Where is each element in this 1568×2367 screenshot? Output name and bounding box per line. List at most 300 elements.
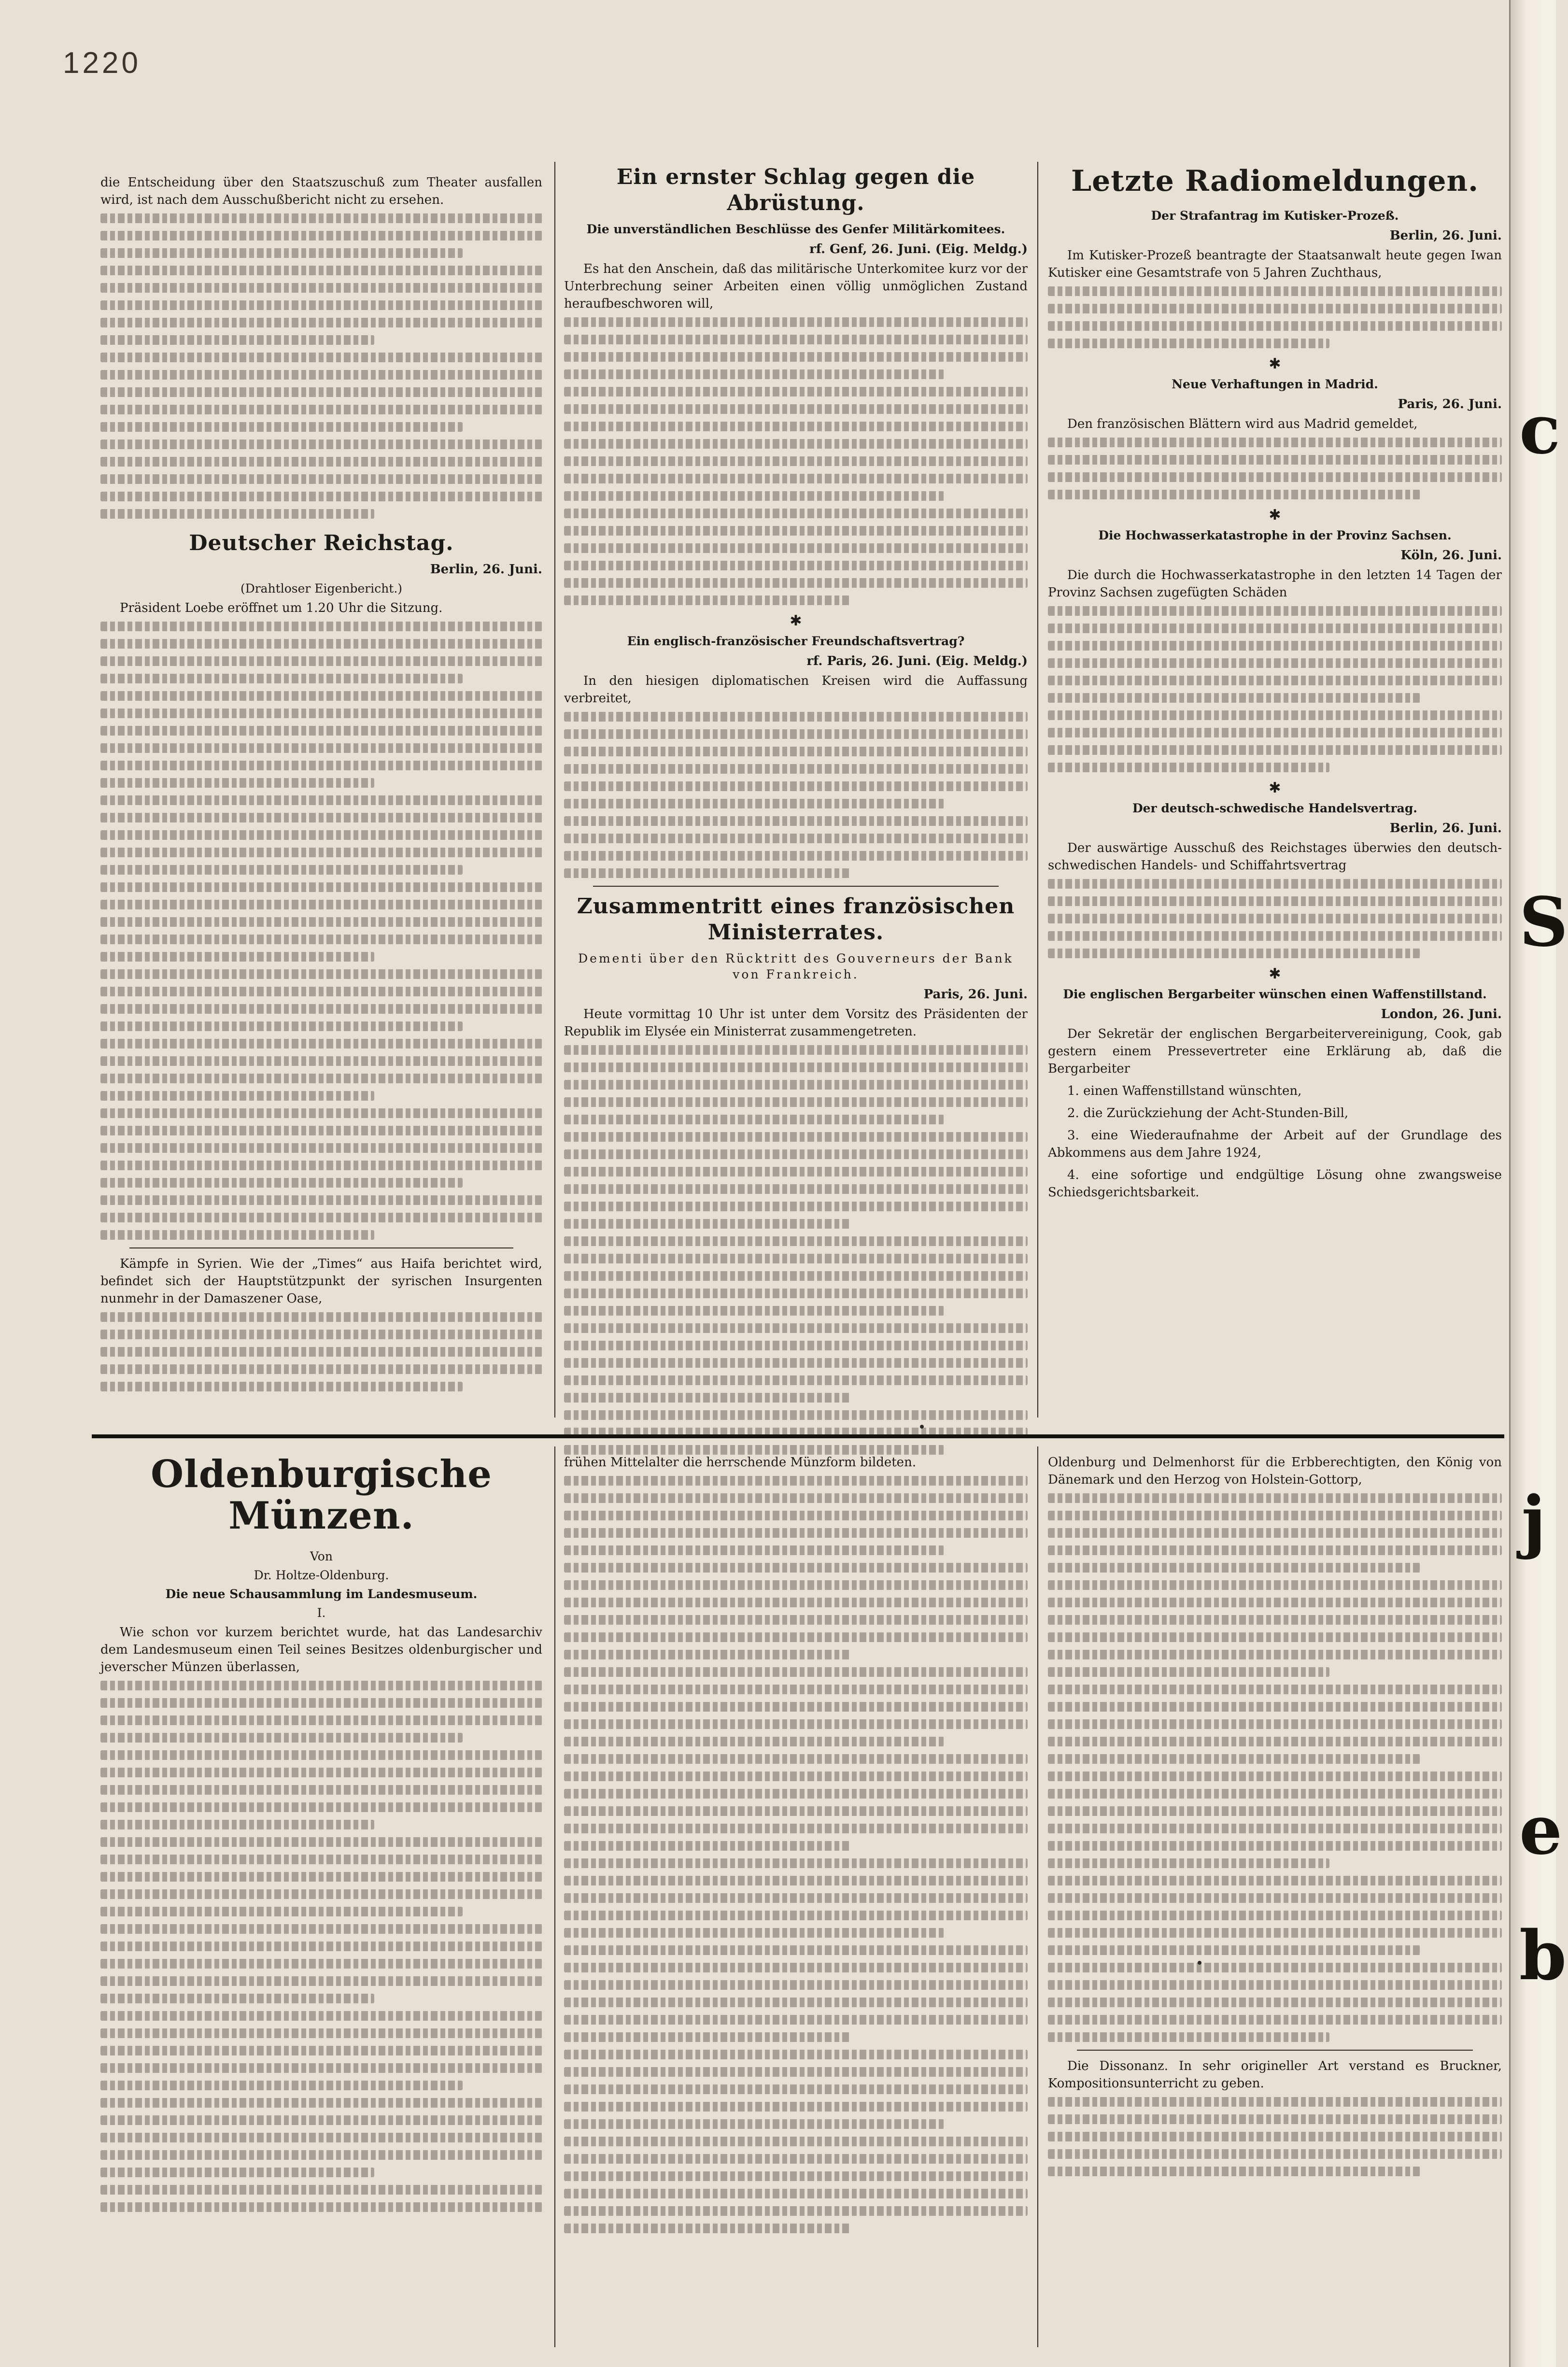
article-headline-ministerrat: Zusammentritt eines französischen Ministerrates. xyxy=(577,894,1015,945)
unreadable-text xyxy=(564,404,1028,414)
unreadable-text xyxy=(100,1750,542,1760)
unreadable-text xyxy=(564,1998,1028,2007)
feuilleton-rule xyxy=(92,1434,1504,1438)
unreadable-text xyxy=(100,318,542,327)
unreadable-text xyxy=(1048,1650,1502,1659)
unreadable-text xyxy=(100,1924,542,1934)
unreadable-text xyxy=(1048,1580,1502,1590)
unreadable-text xyxy=(564,1806,1028,1816)
dateline: Berlin, 26. Juni. xyxy=(1389,821,1502,836)
unreadable-text xyxy=(564,387,1028,397)
unreadable-text xyxy=(564,474,1028,483)
unreadable-text xyxy=(564,2189,1028,2198)
unreadable-text xyxy=(1048,2097,1502,2107)
unreadable-text xyxy=(100,439,542,449)
byline-author: Dr. Holtze-Oldenburg. xyxy=(254,1568,389,1582)
unreadable-text xyxy=(564,1184,1028,1194)
unreadable-text xyxy=(100,1994,374,2003)
unreadable-text xyxy=(1048,710,1502,720)
unreadable-text xyxy=(564,1911,1028,1920)
unreadable-text xyxy=(1048,472,1502,482)
unreadable-text xyxy=(564,2154,1028,2164)
unreadable-text xyxy=(100,1004,542,1014)
unreadable-text xyxy=(100,1872,542,1882)
unreadable-text xyxy=(564,1945,1028,1955)
unreadable-text xyxy=(1048,1685,1502,1694)
article-subheadline: Dementi über den Rücktritt des Gouverneurs der Bank von Frankreich. xyxy=(578,951,1014,981)
unreadable-text xyxy=(100,1039,542,1049)
article-lead-syria: Kämpfe in Syrien. Wie der „Times“ aus Haifa berichtet wird, befindet sich der Hauptstützpunkt der syrischen Insurgenten nunmehr in der Damaszener Oase, xyxy=(100,1257,542,1306)
list-item: 4. eine sofortige und endgültige Lösung ohne zwangsweise Schiedsgerichtsbarkeit. xyxy=(1048,1168,1502,1200)
unreadable-text xyxy=(100,1907,463,1916)
unreadable-text xyxy=(1048,339,1329,348)
unreadable-text xyxy=(564,1772,1028,1781)
unreadable-text xyxy=(100,882,542,892)
unreadable-text xyxy=(1048,2032,1329,2042)
unreadable-text xyxy=(564,317,1028,327)
scan-speck xyxy=(1198,1961,1201,1965)
unreadable-text xyxy=(1048,1789,1502,1799)
unreadable-text xyxy=(1048,641,1502,651)
unreadable-text xyxy=(564,1580,1028,1590)
unreadable-text xyxy=(100,813,542,822)
unreadable-text xyxy=(1048,658,1502,668)
unreadable-text xyxy=(564,1858,1028,1868)
list-item: 2. die Zurückziehung der Acht-Stunden-Bill, xyxy=(1067,1106,1349,1120)
feuilleton-column-1 xyxy=(100,1454,542,2352)
unreadable-text xyxy=(564,1476,1028,1486)
unreadable-text xyxy=(564,851,1028,861)
column-1-opening: die Entscheidung über den Staatszuschuß zum Theater ausfallen wird, ist nach dem Ausschußbericht nicht zu ersehen. xyxy=(100,175,542,207)
unreadable-text xyxy=(564,1393,851,1403)
unreadable-text xyxy=(1048,1772,1502,1781)
article-lead-ministerrat: Heute vormittag 10 Uhr ist unter dem Vorsitz des Präsidenten der Republik im Elysée ein Ministerrat zusammengetreten. xyxy=(564,1007,1028,1039)
unreadable-text xyxy=(564,1410,1028,1420)
unreadable-text xyxy=(564,1445,944,1455)
unreadable-text xyxy=(1048,676,1502,685)
feuilleton-column-2 xyxy=(564,1454,1028,2352)
dissonanz-lead: Die Dissonanz. In sehr origineller Art verstand es Bruckner, Kompositionsunterricht zu geben. xyxy=(1048,2059,1502,2091)
unreadable-text xyxy=(1048,1911,1502,1920)
unreadable-text xyxy=(100,387,542,397)
unreadable-text xyxy=(564,422,1028,431)
unreadable-text xyxy=(564,439,1028,449)
unreadable-text xyxy=(1048,1841,1502,1851)
scan-speck xyxy=(920,1425,924,1429)
unreadable-text xyxy=(100,656,542,666)
star-separator: ✱ xyxy=(1269,965,1281,982)
edge-letter: e xyxy=(1519,1791,1563,1870)
unreadable-text xyxy=(1048,1806,1502,1816)
unreadable-text xyxy=(100,422,463,432)
news-item-heading: Der Strafantrag im Kutisker-Prozeß. xyxy=(1151,209,1399,223)
unreadable-text xyxy=(564,1511,1028,1520)
unreadable-text xyxy=(100,2081,463,2090)
unreadable-text xyxy=(100,1312,542,1322)
unreadable-text xyxy=(564,1928,944,1938)
unreadable-text xyxy=(100,1161,542,1170)
article-headline-abruestung: Ein ernster Schlag gegen die Abrüstung. xyxy=(616,165,975,215)
section-divider xyxy=(1077,2050,1473,2051)
unreadable-text xyxy=(100,474,542,484)
unreadable-text xyxy=(1048,1980,1502,1990)
unreadable-text xyxy=(564,2137,1028,2146)
star-separator: ✱ xyxy=(1269,507,1281,524)
unreadable-text xyxy=(100,917,542,927)
unreadable-text xyxy=(100,987,542,996)
unreadable-text xyxy=(1048,1598,1502,1607)
unreadable-text xyxy=(564,1528,1028,1538)
unreadable-text xyxy=(100,1698,542,1708)
unreadable-text xyxy=(100,1959,542,1969)
unreadable-text xyxy=(564,2102,1028,2112)
unreadable-text xyxy=(100,1768,542,1777)
unreadable-text xyxy=(1048,1493,1502,1503)
page-number: 1220 xyxy=(63,46,141,80)
unreadable-text xyxy=(1048,1737,1502,1746)
unreadable-text xyxy=(564,509,1028,518)
unreadable-text xyxy=(564,868,851,878)
unreadable-text xyxy=(100,1230,374,1240)
news-item-lead: Den französischen Blättern wird aus Madrid gemeldet, xyxy=(1067,417,1418,431)
unreadable-text xyxy=(100,691,542,701)
unreadable-text xyxy=(100,778,374,788)
unreadable-text xyxy=(100,795,542,805)
unreadable-text xyxy=(564,1080,1028,1090)
unreadable-text xyxy=(1048,1876,1502,1885)
unreadable-text xyxy=(564,747,1028,756)
unreadable-text xyxy=(1048,490,1420,499)
unreadable-text xyxy=(100,266,542,275)
feuilleton-lead: Wie schon vor kurzem berichtet wurde, hat das Landesarchiv dem Landesmuseum einen Teil seines Besitzes oldenburgischer und jeverscher Münzen überlassen, xyxy=(100,1625,542,1674)
unreadable-text xyxy=(1048,1998,1502,2007)
unreadable-text xyxy=(564,1615,1028,1625)
unreadable-text xyxy=(564,1115,944,1124)
unreadable-text xyxy=(1048,693,1420,703)
unreadable-text xyxy=(100,969,542,979)
unreadable-text xyxy=(100,1143,542,1153)
unreadable-text xyxy=(564,1167,1028,1176)
unreadable-text xyxy=(564,1841,851,1851)
unreadable-text xyxy=(564,491,944,501)
unreadable-text xyxy=(564,1980,1028,1990)
unreadable-text xyxy=(1048,914,1502,923)
unreadable-text xyxy=(100,2046,542,2055)
unreadable-text xyxy=(100,1785,542,1795)
unreadable-text xyxy=(100,1681,542,1690)
unreadable-text xyxy=(564,1876,1028,1885)
news-item-lead: Im Kutisker-Prozeß beantragte der Staatsanwalt heute gegen Iwan Kutisker eine Gesamtstrafe von 5 Jahren Zuchthaus, xyxy=(1048,248,1502,280)
unreadable-text xyxy=(1048,1545,1502,1555)
unreadable-text xyxy=(1048,606,1502,616)
unreadable-text xyxy=(100,1364,542,1374)
unreadable-text xyxy=(564,456,1028,466)
news-item-heading: Die Hochwasserkatastrophe in der Provinz Sachsen. xyxy=(1098,528,1452,542)
dateline: Köln, 26. Juni. xyxy=(1400,548,1502,563)
unreadable-text xyxy=(564,1289,1028,1298)
section-divider xyxy=(129,1247,513,1248)
news-item-heading: Neue Verhaftungen in Madrid. xyxy=(1172,377,1378,391)
unreadable-text xyxy=(100,952,374,962)
unreadable-text xyxy=(1048,1667,1329,1677)
unreadable-text xyxy=(100,300,542,310)
unreadable-text xyxy=(564,1219,851,1229)
unreadable-text xyxy=(100,935,542,944)
news-item-heading: Die englischen Bergarbeiter wünschen einen Waffenstillstand. xyxy=(1063,987,1487,1001)
unreadable-text xyxy=(100,622,542,631)
article-headline-reichstag: Deutscher Reichstag. xyxy=(189,531,454,555)
unreadable-text xyxy=(100,335,374,345)
unreadable-text xyxy=(564,764,1028,774)
unreadable-text xyxy=(1048,2114,1502,2124)
unreadable-text xyxy=(100,248,463,258)
unreadable-text xyxy=(564,1702,1028,1712)
unreadable-text xyxy=(100,865,463,875)
unreadable-text xyxy=(1048,728,1502,737)
article-subheadline: Die unverständlichen Beschlüsse des Genfer Militärkomitees. xyxy=(586,222,1005,236)
article-headline-freundschaftsvertrag: Ein englisch-französischer Freundschaftsvertrag? xyxy=(627,634,965,648)
article-lead-freundschaftsvertrag: In den hiesigen diplomatischen Kreisen wird die Auffassung verbreitet, xyxy=(564,674,1028,706)
unreadable-text xyxy=(1048,949,1420,958)
unreadable-text xyxy=(100,743,542,753)
edge-letter: j xyxy=(1521,1482,1546,1561)
dateline: rf. Paris, 26. Juni. (Eig. Meldg.) xyxy=(806,654,1028,668)
dateline: rf. Genf, 26. Juni. (Eig. Meldg.) xyxy=(809,242,1028,256)
unreadable-text xyxy=(564,352,1028,362)
unreadable-text xyxy=(1048,1615,1502,1625)
dateline: Berlin, 26. Juni. xyxy=(1389,228,1502,243)
unreadable-text xyxy=(564,2067,1028,2077)
unreadable-text xyxy=(1048,1893,1502,1903)
feuilleton-subheadline: Die neue Schausammlung im Landesmuseum. xyxy=(165,1587,478,1601)
unreadable-text xyxy=(564,1719,1028,1729)
unreadable-text xyxy=(100,2115,542,2125)
unreadable-text xyxy=(100,1108,542,1118)
unreadable-text xyxy=(100,1021,463,1031)
unreadable-text xyxy=(564,578,1028,588)
column-rule xyxy=(554,1446,555,2347)
unreadable-text xyxy=(100,1889,542,1899)
unreadable-text xyxy=(100,353,542,362)
unreadable-text xyxy=(564,526,1028,536)
unreadable-text xyxy=(564,1097,1028,1107)
unreadable-text xyxy=(100,283,542,293)
news-item-lead: Die durch die Hochwasserkatastrophe in den letzten 14 Tagen der Provinz Sachsen zugefügten Schäden xyxy=(1048,568,1502,600)
unreadable-text xyxy=(564,1563,1028,1573)
unreadable-text xyxy=(1048,1928,1502,1938)
unreadable-text xyxy=(564,1323,1028,1333)
unreadable-text xyxy=(564,834,1028,843)
unreadable-text xyxy=(100,2202,542,2212)
unreadable-text xyxy=(564,1789,1028,1799)
unreadable-text xyxy=(100,639,542,649)
unreadable-text xyxy=(564,561,1028,570)
unreadable-text xyxy=(564,1493,1028,1503)
unreadable-text xyxy=(564,2171,1028,2181)
unreadable-text xyxy=(100,1976,542,1986)
unreadable-text xyxy=(1048,624,1502,633)
unreadable-text xyxy=(564,543,1028,553)
unreadable-text xyxy=(564,335,1028,344)
right-margin-strip xyxy=(1509,0,1568,2367)
unreadable-text xyxy=(100,509,374,519)
news-item-heading: Der deutsch-schwedische Handelsvertrag. xyxy=(1132,801,1418,815)
column-2 xyxy=(564,164,1028,1410)
unreadable-text xyxy=(100,231,542,241)
column-rule xyxy=(554,162,555,1417)
unreadable-text xyxy=(564,781,1028,791)
unreadable-text xyxy=(564,1685,1028,1694)
unreadable-text xyxy=(564,2224,851,2233)
unreadable-text xyxy=(100,2028,542,2038)
star-separator: ✱ xyxy=(1269,355,1281,372)
star-separator: ✱ xyxy=(1269,780,1281,796)
unreadable-text xyxy=(564,1754,1028,1764)
unreadable-text xyxy=(564,1341,1028,1350)
news-item-lead: Der auswärtige Ausschuß des Reichstages überwies den deutsch-schwedischen Handels- und Schiffahrtsvertrag xyxy=(1048,841,1502,873)
unreadable-text xyxy=(100,1347,542,1357)
unreadable-text xyxy=(1048,438,1502,447)
column-rule xyxy=(1037,162,1038,1417)
unreadable-text xyxy=(1048,745,1502,755)
section-divider xyxy=(593,886,999,887)
unreadable-text xyxy=(564,1236,1028,1246)
unreadable-text xyxy=(1048,2149,1502,2159)
unreadable-text xyxy=(564,816,1028,826)
unreadable-text xyxy=(1048,2167,1420,2176)
edge-letter: c xyxy=(1519,390,1561,469)
unreadable-text xyxy=(564,2050,1028,2059)
unreadable-text xyxy=(100,1855,542,1864)
unreadable-text xyxy=(564,1632,1028,1642)
unreadable-text xyxy=(100,2011,542,2021)
unreadable-text xyxy=(564,2032,851,2042)
feuilleton-column-3 xyxy=(1048,1454,1502,2352)
unreadable-text xyxy=(1048,2132,1502,2141)
star-separator: ✱ xyxy=(790,612,802,629)
unreadable-text xyxy=(100,1942,542,1951)
list-item: 3. eine Wiederaufnahme der Arbeit auf der Grundlage des Abkommens aus dem Jahre 1924, xyxy=(1048,1128,1502,1160)
unreadable-text xyxy=(564,1824,1028,1833)
dateline: Paris, 26. Juni. xyxy=(1398,397,1502,411)
unreadable-text xyxy=(564,1132,1028,1142)
unreadable-text xyxy=(564,1545,944,1555)
unreadable-text xyxy=(100,2063,542,2073)
part-number: I. xyxy=(317,1606,326,1620)
edge-letter: S xyxy=(1519,883,1568,962)
unreadable-text xyxy=(100,674,463,683)
unreadable-text xyxy=(100,1715,542,1725)
unreadable-text xyxy=(564,2119,944,2129)
unreadable-text xyxy=(100,709,542,718)
unreadable-text xyxy=(1048,763,1329,772)
news-item-lead: Der Sekretär der englischen Bergarbeitervereinigung, Cook, gab gestern einem Pressevertreter eine Erklärung ab, daß die Bergarbeiter xyxy=(1048,1027,1502,1076)
unreadable-text xyxy=(100,830,542,840)
byline-von: Von xyxy=(310,1549,333,1563)
feuilleton-continuation: frühen Mittelalter die herrschende Münzform bildeten. xyxy=(564,1455,917,1470)
unreadable-text xyxy=(100,900,542,909)
unreadable-text xyxy=(1048,1945,1420,1955)
unreadable-text xyxy=(564,1149,1028,1159)
unreadable-text xyxy=(1048,2015,1502,2025)
unreadable-text xyxy=(564,1893,1028,1903)
unreadable-text xyxy=(564,1598,1028,1607)
unreadable-text xyxy=(1048,321,1502,331)
unreadable-text xyxy=(100,1820,374,1829)
section-headline-radiomeldungen: Letzte Radiomeldungen. xyxy=(1071,164,1479,198)
column-1 xyxy=(100,174,542,1410)
unreadable-text xyxy=(1048,931,1502,941)
unreadable-text xyxy=(564,1375,1028,1385)
unreadable-text xyxy=(564,595,851,605)
unreadable-text xyxy=(100,1126,542,1135)
column-3 xyxy=(1048,164,1502,1410)
feuilleton-continuation: Oldenburg und Delmenhorst für die Erbberechtigten, den König von Dänemark und den Herzog von Holstein-Gottorp, xyxy=(1048,1455,1502,1487)
unreadable-text xyxy=(564,712,1028,722)
unreadable-text xyxy=(100,1178,463,1188)
unreadable-text xyxy=(100,405,542,414)
unreadable-text xyxy=(1048,1511,1502,1520)
unreadable-text xyxy=(100,2150,542,2160)
unreadable-text xyxy=(564,1963,1028,1972)
unreadable-text xyxy=(564,1271,1028,1281)
unreadable-text xyxy=(564,2084,1028,2094)
unreadable-text xyxy=(1048,1963,1502,1972)
unreadable-text xyxy=(1048,1754,1420,1764)
unreadable-text xyxy=(1048,1824,1502,1833)
unreadable-text xyxy=(100,1837,542,1847)
unreadable-text xyxy=(100,1733,463,1743)
unreadable-text xyxy=(1048,879,1502,889)
unreadable-text xyxy=(1048,455,1502,465)
unreadable-text xyxy=(100,848,542,857)
unreadable-text xyxy=(564,1358,1028,1368)
unreadable-text xyxy=(100,370,542,380)
unreadable-text xyxy=(100,492,542,501)
unreadable-text xyxy=(564,1306,944,1316)
unreadable-text xyxy=(100,1091,374,1101)
unreadable-text xyxy=(564,729,1028,739)
unreadable-text xyxy=(564,1202,1028,1211)
unreadable-text xyxy=(1048,1719,1502,1729)
unreadable-text xyxy=(564,1650,851,1659)
unreadable-text xyxy=(564,1063,1028,1072)
unreadable-text xyxy=(1048,1528,1502,1538)
unreadable-text xyxy=(564,1254,1028,1263)
dateline: Berlin, 26. Juni. xyxy=(430,562,542,577)
unreadable-text xyxy=(1048,1632,1502,1642)
unreadable-text xyxy=(564,2015,1028,2025)
unreadable-text xyxy=(100,2133,542,2142)
dateline: London, 26. Juni. xyxy=(1381,1007,1502,1021)
unreadable-text xyxy=(100,2185,542,2195)
unreadable-text xyxy=(1048,1563,1420,1573)
list-item: 1. einen Waffenstillstand wünschten, xyxy=(1067,1084,1302,1098)
unreadable-text xyxy=(100,1382,463,1391)
unreadable-text xyxy=(100,213,542,223)
unreadable-text xyxy=(100,1195,542,1205)
unreadable-text xyxy=(100,1074,542,1083)
unreadable-text xyxy=(1048,1858,1329,1868)
unreadable-text xyxy=(100,1056,542,1066)
unreadable-text xyxy=(100,457,542,467)
unreadable-text xyxy=(1048,896,1502,906)
feuilleton-headline: Oldenburgische Münzen. xyxy=(151,1452,492,1538)
edge-letter: b xyxy=(1519,1916,1567,1996)
unreadable-text xyxy=(1048,1702,1502,1712)
unreadable-text xyxy=(564,369,944,379)
unreadable-text xyxy=(564,2206,1028,2216)
